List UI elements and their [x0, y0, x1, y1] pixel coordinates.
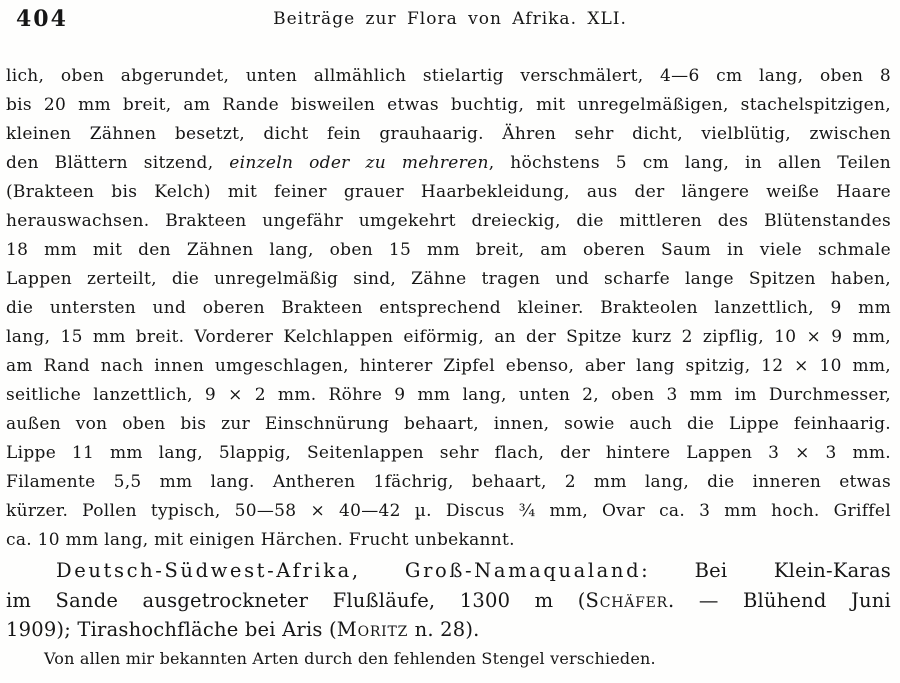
- text-line: kürzer. Pollen typisch, 50—58 × 40—42 µ. Discus ¾ mm, Ovar ca. 3 mm hoch. Griffel: [6, 501, 891, 521]
- species-description-paragraph: [0, 52, 900, 555]
- running-title: Beiträge zur Flora von Afrika. XLI.: [273, 9, 627, 29]
- text-line: Filamente 5,5 mm lang. Antheren 1fächrig, behaart, 2 mm lang, die inneren etwas: [6, 472, 891, 492]
- text-segment: : Bei Klein-Karas: [641, 559, 891, 582]
- locality-paragraph: [0, 555, 900, 645]
- text-segment: , höchstens 5 cm lang, in allen Teilen: [488, 153, 892, 173]
- text-segment: im Sande ausgetrockneter Flußläufe, 1300 m (: [6, 588, 586, 612]
- text-line: lang, 15 mm breit. Vorderer Kelchlappen eiförmig, an der Spitze kurz 2 zipflig, 10 × 9 mm,: [6, 327, 891, 347]
- text-line: die untersten und oberen Brakteen entsprechend kleiner. Brakteolen lanzettlich, 9 mm: [6, 298, 891, 318]
- taxonomic-note: Von allen mir bekannten Arten durch den fehlenden Stengel verschieden.: [44, 648, 656, 668]
- text-line: Lippe 11 mm lang, 5lappig, Seitenlappen sehr flach, der hintere Lappen 3 × 3 mm.: [6, 443, 891, 463]
- text-line: kleinen Zähnen besetzt, dicht fein grauhaarig. Ähren sehr dicht, vielblütig, zwischen: [6, 124, 891, 144]
- region-name: Deutsch-Südwest-Afrika: [56, 559, 352, 582]
- text-line: [6, 556, 891, 586]
- collector-name: Moritz: [336, 618, 409, 641]
- text-segment: . — Blühend Juni: [668, 588, 891, 612]
- text-line: [6, 615, 891, 645]
- text-segment: den Blättern sitzend,: [6, 153, 230, 173]
- subregion-name: Groß-Namaqualand: [404, 559, 642, 582]
- text-line: herauswachsen. Brakteen ungefähr umgekehrt dreieckig, die mittleren des Blütenstandes: [6, 211, 891, 231]
- text-line: bis 20 mm breit, am Rande bisweilen etwas buchtig, mit unregelmäßigen, stachelspitzigen,: [6, 95, 891, 115]
- text-line: [6, 586, 891, 616]
- text-line: 18 mm mit den Zähnen lang, oben 15 mm breit, am oberen Saum in viele schmale: [6, 240, 891, 260]
- text-segment: 1909); Tirashochfläche bei Aris (: [6, 618, 337, 641]
- collector-name: Schäfer: [585, 588, 668, 612]
- text-line: außen von oben bis zur Einschnürung behaart, innen, sowie auch die Lippe feinhaarig.: [6, 414, 891, 434]
- text-segment: n. 28).: [408, 618, 480, 641]
- italic-text-segment: einzeln oder zu mehreren: [229, 153, 489, 173]
- page-number: 404: [16, 6, 68, 32]
- text-line: [6, 149, 891, 178]
- text-line: Lappen zerteilt, die unregelmäßig sind, Zähne tragen und scharfe lange Spitzen haben,: [6, 269, 891, 289]
- text-line: (Brakteen bis Kelch) mit feiner grauer Haarbekleidung, aus der längere weiße Haare: [6, 182, 891, 202]
- text-segment: ,: [351, 559, 405, 582]
- text-line: seitliche lanzettlich, 9 × 2 mm. Röhre 9 mm lang, unten 2, oben 3 mm im Durchmesser,: [6, 385, 891, 405]
- text-line: ca. 10 mm lang, mit einigen Härchen. Frucht unbekannt.: [6, 530, 515, 550]
- text-line: am Rand nach innen umgeschlagen, hinterer Zipfel ebenso, aber lang spitzig, 12 × 10 mm,: [6, 356, 891, 376]
- text-line: lich, oben abgerundet, unten allmählich stielartig verschmälert, 4—6 cm lang, oben 8: [6, 66, 891, 86]
- page-header: [0, 0, 900, 52]
